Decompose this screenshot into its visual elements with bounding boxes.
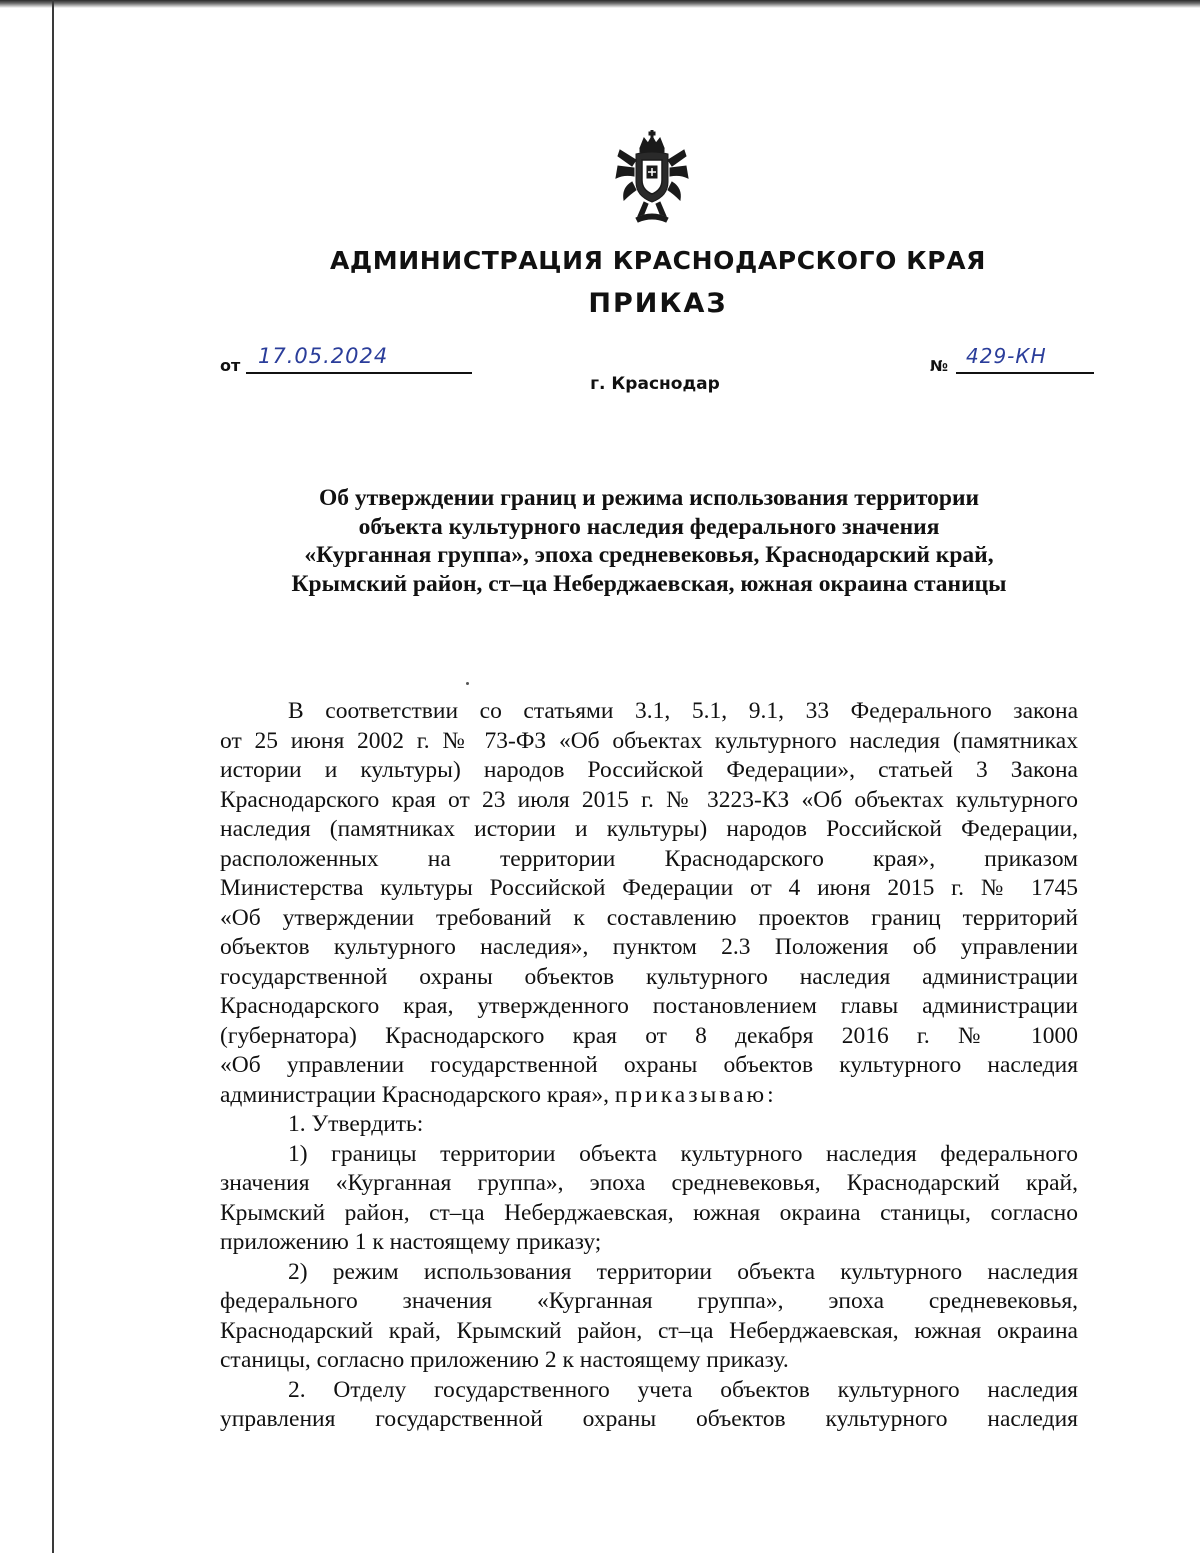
body-line: значения «Курганная группа», эпоха средневековья, Краснодарский край, — [220, 1170, 1078, 1196]
body-line: государственной охраны объектов культурного наследия администрации — [220, 963, 1078, 990]
body-line: Крымский район, ст–ца Неберджаевская, южная окраина станицы, согласно — [220, 1199, 1078, 1226]
body-line: 2) режим использования территории объекта культурного наследия — [288, 1258, 1078, 1285]
body-line: от 25 июня 2002 г. № 73-ФЗ «Об объектах культурного наследия (памятниках — [220, 727, 1078, 754]
body-line: станицы, согласно приложению 2 к настоящему приказу. — [220, 1347, 789, 1373]
title-line: Крымский район, ст–ца Неберджаевская, южная окраина станицы — [291, 570, 1007, 597]
body-line — [220, 1081, 1078, 1111]
number-label: № — [930, 357, 949, 375]
organization-name: АДМИНИСТРАЦИЯ КРАСНОДАРСКОГО КРАЯ — [329, 246, 987, 275]
document-type: ПРИКАЗ — [588, 288, 728, 319]
body-line: 2. Отделу государственного учета объектов культурного наследия — [288, 1376, 1078, 1403]
item-1: 1. Утвердить: — [288, 1111, 424, 1137]
body-line: управления государственной охраны объектов культурного наследия — [220, 1406, 1078, 1432]
title-line: объекта культурного наследия федерального значения — [358, 513, 940, 540]
title-line: «Курганная группа», эпоха средневековья, Краснодарский край, — [304, 542, 994, 568]
body-line: В соответствии со статьями 3.1, 5.1, 9.1, 33 Федерального закона — [288, 698, 1078, 724]
number-field — [956, 344, 1094, 374]
body-line: Министерства культуры Российской Федерации от 4 июня 2015 г. № 1745 — [220, 875, 1078, 901]
body-line: Краснодарского края, утвержденного постановлением главы администрации — [220, 993, 1078, 1019]
body-line: Краснодарский край, Крымский район, ст–ца Неберджаевская, южная окраина — [220, 1317, 1078, 1344]
preamble-end: администрации Краснодарского края», — [220, 1081, 609, 1108]
date-label: от — [220, 356, 241, 375]
body-line: приложению 1 к настоящему приказу; — [220, 1229, 602, 1255]
body-line: «Об утверждении требований к составлению проектов границ территорий — [220, 904, 1078, 931]
document-body — [220, 697, 1078, 1435]
title-line: Об утверждении границ и режима использования территории — [318, 485, 980, 511]
body-line: «Об управлении государственной охраны объектов культурного наследия — [220, 1052, 1078, 1078]
order-word: приказываю: — [614, 1081, 777, 1108]
body-line: (губернатора) Краснодарского края от 8 декабря 2016 г. № 1000 — [220, 1022, 1078, 1049]
handwritten-date: 17.05.2024 — [258, 344, 389, 368]
body-line: Краснодарского края от 23 июля 2015 г. № 3223-КЗ «Об объектах культурного — [220, 786, 1078, 813]
coat-of-arms-icon — [614, 130, 690, 226]
body-line: объектов культурного наследия», пунктом 2.3 Положения об управлении — [220, 934, 1078, 960]
body-line: наследия (памятниках истории и культуры) народов Российской Федерации, — [220, 816, 1078, 842]
body-line: расположенных на территории Краснодарского края», приказом — [220, 845, 1078, 872]
date-field — [246, 344, 472, 374]
scan-speck — [466, 682, 469, 685]
body-line: 1) границы территории объекта культурного наследия федерального — [288, 1140, 1078, 1167]
document-title — [220, 484, 1078, 598]
handwritten-number: 429-КН — [966, 344, 1047, 368]
body-line: федерального значения «Курганная группа», эпоха средневековья, — [220, 1288, 1078, 1314]
body-line: истории и культуры) народов Российской Федерации», статьей 3 Закона — [220, 757, 1078, 783]
scan-left-edge — [52, 0, 54, 1553]
scan-top-edge — [0, 0, 1200, 8]
city: г. Краснодар — [590, 374, 720, 394]
